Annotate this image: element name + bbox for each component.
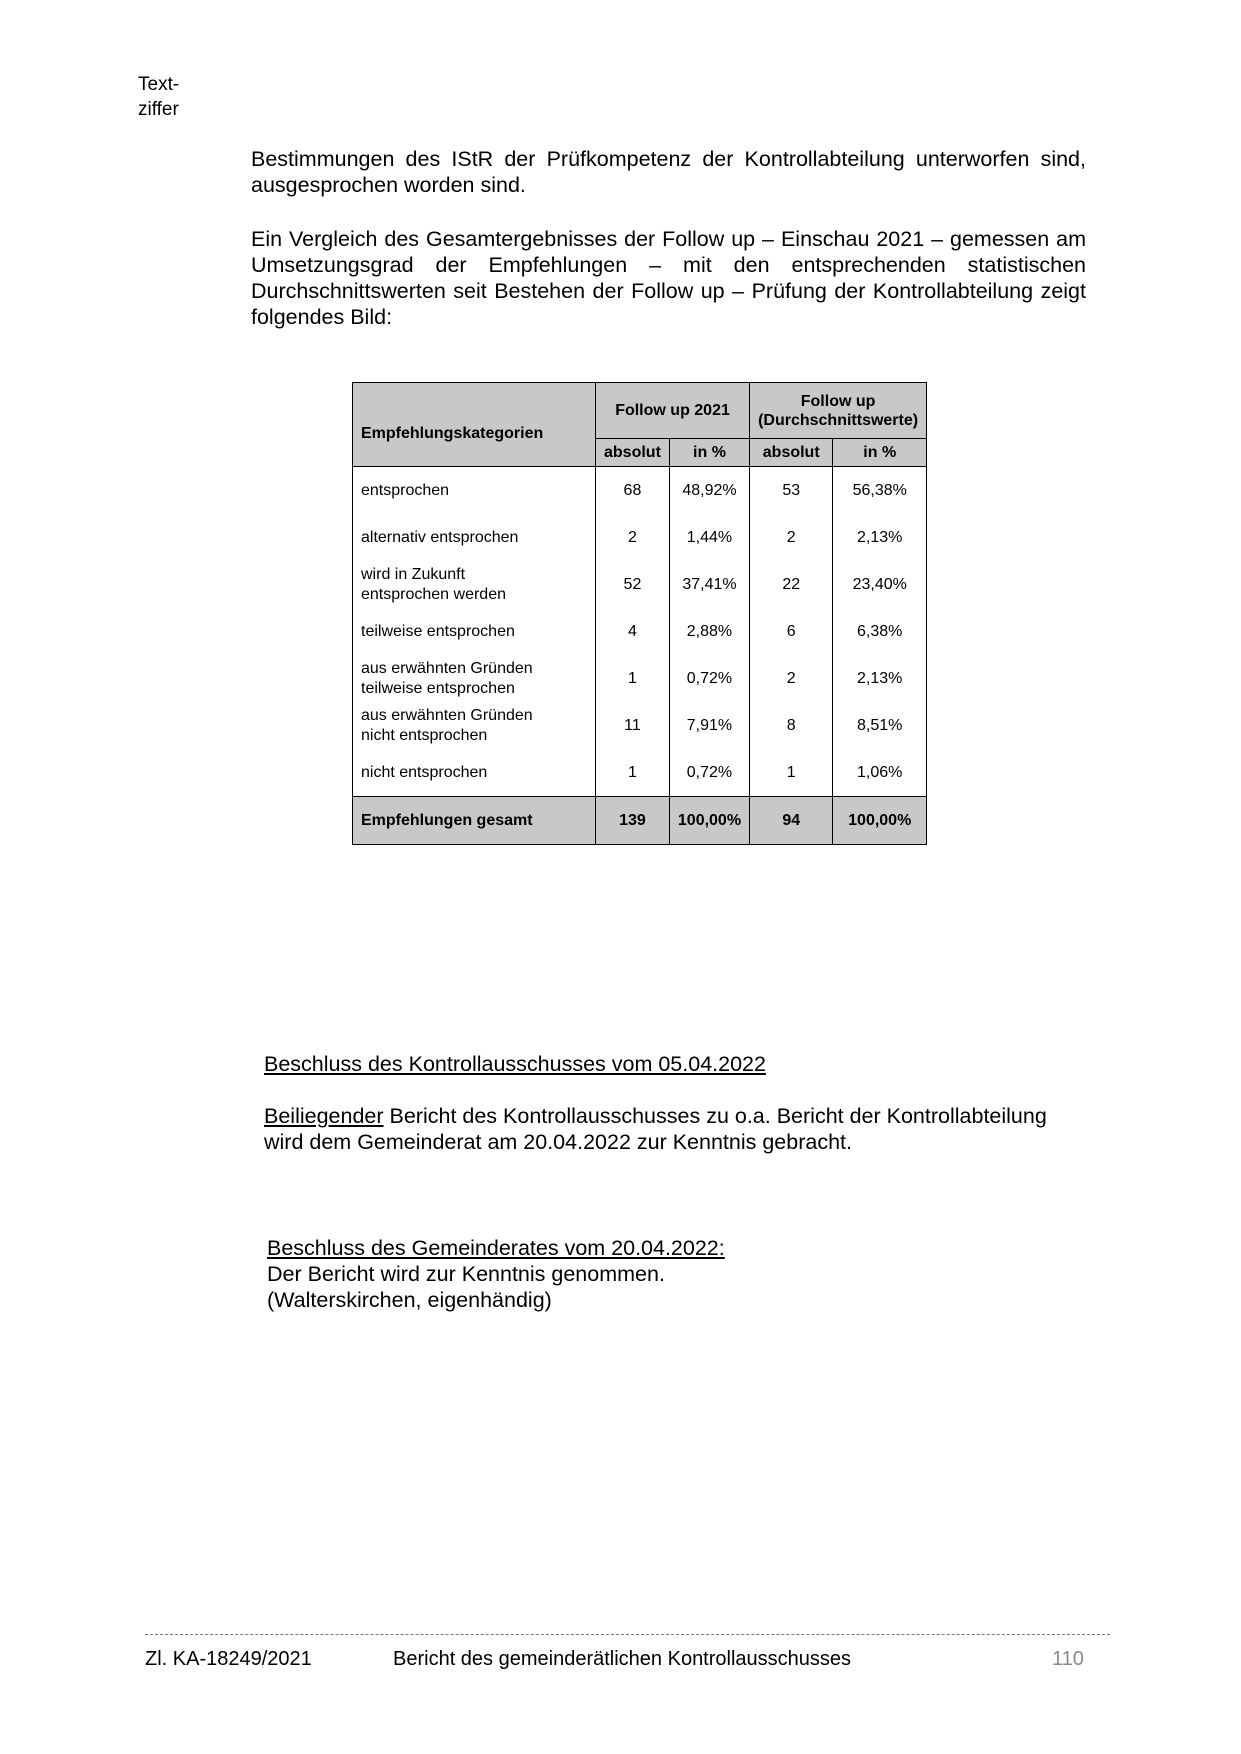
- beschluss-line2: wird dem Gemeinderat am 20.04.2022 zur Kenntnis gebracht.: [264, 1130, 852, 1154]
- header-absolut-2021: absolut: [596, 439, 670, 467]
- total-absolut-2021: 139: [596, 797, 670, 845]
- row-category-line2: teilweise entsprochen: [361, 679, 515, 697]
- header-absolut-average: absolut: [750, 439, 833, 467]
- row-category-line1: aus erwähnten Gründen: [361, 706, 533, 724]
- row-percent-2021: 2,88%: [669, 608, 749, 655]
- row-absolut-average: 1: [750, 749, 833, 797]
- footer-title: Bericht des gemeinderätlichen Kontrollausschusses: [393, 1648, 852, 1670]
- row-category: [353, 561, 596, 608]
- row-absolut-average: 2: [750, 655, 833, 702]
- row-percent-2021: 0,72%: [669, 749, 749, 797]
- total-label: Empfehlungen gesamt: [353, 797, 596, 845]
- table-total-row: [353, 797, 927, 845]
- row-absolut-average: 2: [750, 514, 833, 561]
- header-group-average-line2: (Durchschnittswerte): [758, 411, 919, 429]
- table-row: [353, 467, 927, 515]
- row-category-line1: wird in Zukunft: [361, 565, 466, 583]
- row-percent-average: 23,40%: [833, 561, 927, 608]
- margin-label-line2: ziffer: [138, 99, 179, 120]
- row-percent-2021: 0,72%: [669, 655, 749, 702]
- beschluss-line1: Bericht des Kontrollausschusses zu o.a. Bericht der Kontrollabteilung: [383, 1104, 1047, 1128]
- row-category: [353, 467, 596, 515]
- header-percent-2021: in %: [669, 439, 749, 467]
- row-category: [353, 608, 596, 655]
- row-percent-2021: 48,92%: [669, 467, 749, 515]
- row-absolut-average: 8: [750, 702, 833, 749]
- row-absolut-2021: 68: [596, 467, 670, 515]
- row-percent-average: 8,51%: [833, 702, 927, 749]
- header-percent-average: in %: [833, 439, 927, 467]
- row-absolut-2021: 4: [596, 608, 670, 655]
- row-absolut-average: 6: [750, 608, 833, 655]
- footer-reference: Zl. KA-18249/2021: [145, 1648, 312, 1670]
- table-row: [353, 702, 927, 749]
- row-percent-average: 6,38%: [833, 608, 927, 655]
- table-row: [353, 655, 927, 702]
- row-category-line1: aus erwähnten Gründen: [361, 659, 533, 677]
- row-absolut-2021: 52: [596, 561, 670, 608]
- table-row: [353, 514, 927, 561]
- row-percent-average: 2,13%: [833, 514, 927, 561]
- paragraph-1: Bestimmungen des IStR der Prüfkompetenz der Kontrollabteilung unterworfen sind, ausgesprochen worden sind.: [251, 147, 1086, 197]
- row-category-line1: alternativ entsprochen: [361, 528, 519, 546]
- row-category: [353, 514, 596, 561]
- header-group-2021: Follow up 2021: [596, 383, 750, 439]
- paragraph-2: Ein Vergleich des Gesamtergebnisses der Follow up – Einschau 2021 – gemessen am Umsetzungsgrad der Empfehlungen – mit den entsprechenden statistischen Durchschnittswerten seit Bestehen der Follow up – Prüfung der Kontrollabteilung zeigt folgendes Bild:: [251, 227, 1086, 329]
- row-absolut-average: 53: [750, 467, 833, 515]
- total-percent-average: 100,00%: [833, 797, 927, 845]
- row-category-line1: teilweise entsprochen: [361, 622, 515, 640]
- row-absolut-2021: 11: [596, 702, 670, 749]
- row-absolut-2021: 2: [596, 514, 670, 561]
- row-category: [353, 702, 596, 749]
- row-category-line2: nicht entsprochen: [361, 726, 488, 744]
- row-category: [353, 749, 596, 797]
- table-row: [353, 749, 927, 797]
- beschluss-kontrollausschuss-title: Beschluss des Kontrollausschusses vom 05.04.2022: [264, 1052, 766, 1076]
- footer-page-number: 110: [1052, 1648, 1084, 1670]
- beschluss-lead-word: Beiliegender: [264, 1104, 384, 1128]
- row-percent-2021: 1,44%: [669, 514, 749, 561]
- header-group-average-line1: Follow up: [800, 392, 876, 410]
- total-absolut-average: 94: [750, 797, 833, 845]
- row-percent-average: 56,38%: [833, 467, 927, 515]
- table-row: [353, 608, 927, 655]
- row-category-line1: nicht entsprochen: [361, 763, 488, 781]
- row-absolut-2021: 1: [596, 749, 670, 797]
- header-group-average: [750, 383, 927, 439]
- footer-divider: [145, 1634, 1110, 1635]
- row-percent-2021: 37,41%: [669, 561, 749, 608]
- row-percent-average: 1,06%: [833, 749, 927, 797]
- beschluss-gemeinderat-line2: (Walterskirchen, eigenhändig): [267, 1288, 552, 1312]
- statistics-table: [352, 382, 927, 845]
- beschluss-gemeinderat-line1: Der Bericht wird zur Kenntnis genommen.: [267, 1262, 665, 1286]
- margin-label: [138, 72, 179, 122]
- row-category-line2: entsprochen werden: [361, 585, 506, 603]
- beschluss-kontrollausschuss-text: [264, 1103, 1094, 1155]
- row-absolut-2021: 1: [596, 655, 670, 702]
- table-row: [353, 561, 927, 608]
- row-percent-2021: 7,91%: [669, 702, 749, 749]
- header-category: Empfehlungskategorien: [353, 383, 596, 467]
- beschluss-gemeinderat-title: Beschluss des Gemeinderates vom 20.04.2022:: [267, 1236, 725, 1260]
- total-percent-2021: 100,00%: [669, 797, 749, 845]
- row-percent-average: 2,13%: [833, 655, 927, 702]
- beschluss-gemeinderat: [267, 1235, 1097, 1313]
- row-absolut-average: 22: [750, 561, 833, 608]
- row-category-line1: entsprochen: [361, 481, 450, 499]
- row-category: [353, 655, 596, 702]
- margin-label-line1: Text-: [138, 74, 180, 95]
